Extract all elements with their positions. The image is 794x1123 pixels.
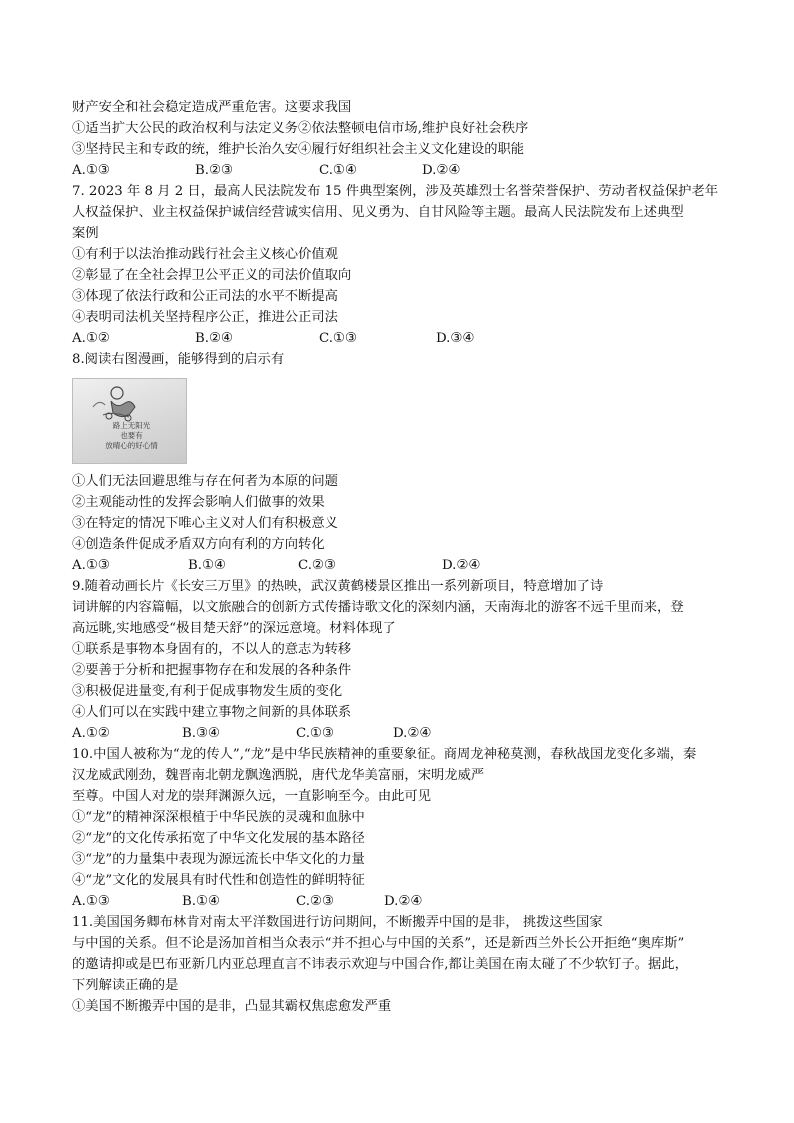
answer-options <box>72 555 724 576</box>
choice-item: ②彰显了在全社会捍卫公平正义的司法价值取向 <box>72 268 352 283</box>
comic-caption-line: 也要有 <box>120 431 143 440</box>
question-stem-line: 11.美国国务卿布林肯对南太平洋数国进行访问期间，不断搬弄中国的是非， 挑拨这些国家 <box>72 915 603 930</box>
question-stem: 8.阅读右图漫画，能够得到的启示有 <box>72 352 285 367</box>
choice-item: ②主观能动性的发挥会影响人们做事的效果 <box>72 495 325 510</box>
option-a: A.①③ <box>72 894 110 909</box>
question-stem-line: 汉龙威武刚劲，魏晋南北朝龙飘逸洒脱，唐代龙华美富丽，宋明龙威严 <box>72 768 485 783</box>
option-d: D.②④ <box>422 163 461 178</box>
comic-image <box>72 378 187 464</box>
choice-item: ③坚持民主和专政的统，维护长治久安④履行好组织社会主义文化建设的职能 <box>72 142 525 157</box>
question-stem-line: 下列解读正确的是 <box>72 978 179 993</box>
option-b: B.③④ <box>182 726 220 741</box>
option-b: B.②④ <box>195 331 233 346</box>
question-7 <box>72 181 724 349</box>
question-11 <box>72 912 724 1017</box>
option-a: A.①② <box>72 726 110 741</box>
choice-item: ②“龙”的文化传承拓宽了中华文化发展的基本路径 <box>72 831 365 846</box>
option-d: D.②④ <box>393 726 432 741</box>
comic-caption-line: 放晴心的好心情 <box>105 441 158 450</box>
answer-options <box>72 723 724 744</box>
option-a: A.①② <box>72 331 110 346</box>
question-stem-line: 至尊。中国人对龙的崇拜渊源久远，一直影响至今。由此可见 <box>72 789 432 804</box>
choice-item: ①美国不断搬弄中国的是非，凸显其霸权焦虑愈发严重 <box>72 999 392 1014</box>
question-stem-line: 10.中国人被称为“龙的传人”,“龙”是中华民族精神的重要象征。商周龙神秘莫测，春秋战国龙变化多端，秦 <box>72 747 697 762</box>
choice-item: ③体现了依法行政和公正司法的水平不断提高 <box>72 289 338 304</box>
choice-item: ①适当扩大公民的政治权利与法定义务②依法整顿电信市场,维护良好社会秩序 <box>72 121 529 136</box>
option-c: C.②③ <box>298 558 336 573</box>
option-d: D.②④ <box>384 894 423 909</box>
exam-page <box>72 97 724 1017</box>
answer-options <box>72 891 724 912</box>
option-a: A.①③ <box>72 163 110 178</box>
choice-item: ①“龙”的精神深深根植于中华民族的灵魂和血脉中 <box>72 810 365 825</box>
choice-item: ①联系是事物本身固有的，不以人的意志为转移 <box>72 642 352 657</box>
option-b: B.①④ <box>188 558 226 573</box>
option-b: B.①④ <box>182 894 220 909</box>
choice-item: ②要善于分析和把握事物存在和发展的各种条件 <box>72 663 352 678</box>
choice-item: ④“龙”文化的发展具有时代性和创造性的鲜明特征 <box>72 873 365 888</box>
question-6 <box>72 97 724 181</box>
option-c: C.①④ <box>319 163 357 178</box>
option-c: C.①③ <box>319 331 357 346</box>
option-d: D.③④ <box>436 331 475 346</box>
choice-item: ④创造条件促成矛盾双方向有利的方向转化 <box>72 537 325 552</box>
option-a: A.①③ <box>72 558 110 573</box>
comic-caption <box>81 421 182 451</box>
choice-item: ③在特定的情况下唯心主义对人们有积极意义 <box>72 516 338 531</box>
question-stem-line: 案例 <box>72 226 99 241</box>
question-10 <box>72 744 724 912</box>
question-stem-line: 高远眺,实地感受“极目楚天舒”的深远意境。材料体现了 <box>72 621 396 636</box>
question-stem-line: 与中国的关系。但不论是汤加首相当众表示“并不担心与中国的关系”，还是新西兰外长公开拒绝“奥库斯” <box>72 936 685 951</box>
question-9 <box>72 576 724 744</box>
choice-item: ③“龙”的力量集中表现为源远流长中华文化的力量 <box>72 852 365 867</box>
question-stem-line: 7. 2023 年 8 月 2 日，最高人民法院发布 15 件典型案例，涉及英雄烈士名誉荣誉保护、劳动者权益保护老年 <box>72 184 719 199</box>
choice-item: ①有利于以法治推动践行社会主义核心价值观 <box>72 247 338 262</box>
question-stem-line: 词讲解的内容篇幅，以文旅融合的创新方式传播诗歌文化的深刻内涵，天南海北的游客不远千里而来，登 <box>72 600 684 615</box>
option-c: C.②③ <box>296 894 334 909</box>
question-8 <box>72 349 724 576</box>
choice-item: ③积极促进量变,有利于促成事物发生质的变化 <box>72 684 343 699</box>
choice-item: ④人们可以在实践中建立事物之间新的具体联系 <box>72 705 352 720</box>
choice-item: ①人们无法回避思维与存在何者为本原的问题 <box>72 474 338 489</box>
choice-item: ④表明司法机关坚持程序公正，推进公正司法 <box>72 310 338 325</box>
question-stem-line: 的邀请抑或是巴布亚新几内亚总理直言不讳表示欢迎与中国合作,都让美国在南太碰了不少软钉子。据此， <box>72 957 688 972</box>
question-stem-line: 人权益保护、业主权益保护诚信经营诚实信用、见义勇为、自甘风险等主题。最高人民法院发布上述典型 <box>72 205 684 220</box>
answer-options <box>72 160 724 181</box>
question-stem-line: 9.随着动画长片《长安三万里》的热映，武汉黄鹤楼景区推出一系列新项目，特意增加了诗 <box>72 579 604 594</box>
answer-options <box>72 328 724 349</box>
option-b: B.②③ <box>195 163 233 178</box>
option-d: D.②④ <box>442 558 481 573</box>
comic-caption-line: 路上无阳光 <box>112 421 151 430</box>
option-c: C.①③ <box>296 726 334 741</box>
question-stem: 财产安全和社会稳定造成严重危害。这要求我国 <box>72 100 352 115</box>
